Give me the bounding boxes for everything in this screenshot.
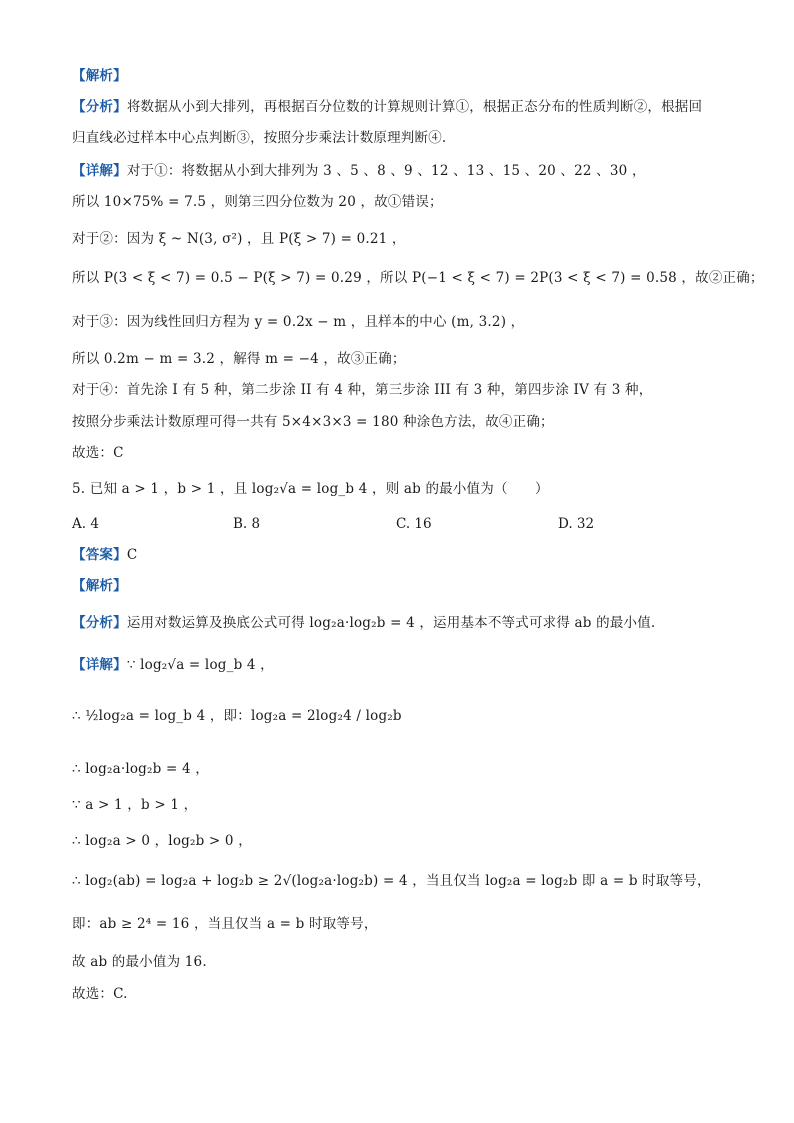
detail-text: 故选：C [72,445,124,461]
detail-text: ∴ log₂a > 0 ，log₂b > 0 ， [72,833,252,849]
detail-line-4 [72,268,764,288]
detail2-line-7 [72,914,378,934]
option-b: B. 8 [233,516,261,532]
detail-text: ∵ log₂√a = log_b 4 ， [126,657,274,673]
tag-label: 【分析】 [72,99,127,115]
detail-text: 对于④：首先涂 I 有 5 种，第二步涂 II 有 4 种，第三步涂 III 有 3 种，第四步涂 IV 有 3 种， [72,382,653,398]
detail-line-5 [72,312,524,332]
detail-text: 即：ab ≥ 2⁴ = 16 ，当且仅当 a = b 时取等号， [72,916,378,932]
analysis2-line [72,613,655,633]
tag-label: 【详解】 [72,163,127,179]
detail-line-7 [72,380,652,400]
detail2-line-3 [72,759,209,779]
option-c: C. 16 [396,516,432,532]
answer-value: C [126,547,138,563]
question-5 [72,479,549,499]
tag-label: 【解析】 [72,68,127,84]
option-d: D. 32 [558,516,595,532]
tag-label: 【解析】 [72,578,127,594]
section-jiexi-1 [72,66,127,86]
answer-line [72,545,137,565]
tag-label: 【答案】 [72,547,127,563]
detail2-line-8 [72,952,207,972]
analysis-text: 将数据从小到大排列，再根据百分位数的计算规则计算①，根据正态分布的性质判断②，根据回 [126,99,703,115]
analysis-text: 归直线必过样本中心点判断③，按照分步乘法计数原理判断④. [72,130,447,146]
detail-text: ∵ a > 1 ，b > 1 ， [72,797,198,813]
detail2-line-6 [72,871,711,891]
detail-text: 对于③：因为线性回归方程为 y = 0.2x − m ，且样本的中心 (m, 3.2) ， [72,314,525,330]
detail-text: 故选：C. [72,986,128,1002]
detail-line-2 [72,192,443,212]
analysis-text: 运用对数运算及换底公式可得 log₂a·log₂b = 4 ，运用基本不等式可求得 ab 的最小值. [126,615,656,631]
tag-label: 【详解】 [72,657,127,673]
detail-text: ∴ ½log₂a = log_b 4 ，即：log₂a = 2log₂4 / log₂b [72,708,402,724]
detail-text: 对于②：因为 ξ ~ N(3, σ²) ，且 P(ξ > 7) = 0.21 ， [72,231,406,247]
analysis-line-2 [72,128,446,148]
question-text: 5. 已知 a > 1 ，b > 1 ，且 log₂√a = log_b 4 ，则 ab 的最小值为（ ） [72,481,549,497]
detail2-line-4 [72,795,197,815]
detail2-line-1 [72,655,274,675]
detail-line-8 [72,412,554,432]
detail-line-9 [72,443,124,463]
detail-text: 所以 10×75% = 7.5 ，则第三四分位数为 20 ，故①错误； [72,194,443,210]
detail-line-6 [72,349,406,369]
detail-text: 对于①：将数据从小到大排列为 3 、5 、8 、9 、12 、13 、15 、20 、22 、30 ， [126,163,646,179]
tag-label: 【分析】 [72,615,127,631]
detail2-line-9 [72,984,128,1004]
detail-text: 按照分步乘法计数原理可得一共有 5×4×3×3 = 180 种涂色方法，故④正确； [72,414,554,430]
detail-line-3 [72,229,406,249]
section-jiexi-2 [72,576,127,596]
detail-text: 故 ab 的最小值为 16. [72,954,207,970]
detail-text: ∴ log₂(ab) = log₂a + log₂b ≥ 2√(log₂a·log₂b) = 4 ，当且仅当 log₂a = log₂b 即 a = b 时取等号， [72,873,711,889]
detail2-line-5 [72,831,252,851]
analysis-line-1 [72,97,702,117]
detail-line-1 [72,161,646,181]
detail-text: ∴ log₂a·log₂b = 4 ， [72,761,209,777]
detail2-line-2 [72,706,402,726]
detail-text: 所以 0.2m − m = 3.2 ，解得 m = −4 ，故③正确； [72,351,406,367]
detail-text: 所以 P(3 < ξ < 7) = 0.5 − P(ξ > 7) = 0.29 ，所以 P(−1 < ξ < 7) = 2P(3 < ξ < 7) = 0.58 ，故②正确； [72,270,764,286]
option-a: A. 4 [72,516,99,532]
